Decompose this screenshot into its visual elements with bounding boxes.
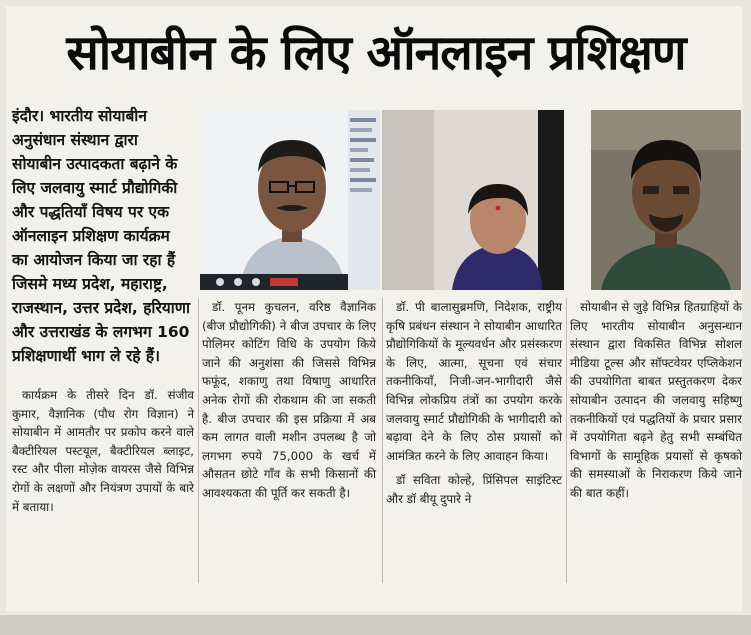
newspaper-clipping <box>6 6 742 611</box>
photo-participant-video-call <box>382 110 564 290</box>
column-3-paragraph: डॉ. पी बालासुब्रमणि, निदेशक, राष्ट्रीय कृषि प्रबंधन संस्थान ने सोयाबीन आधारित प्रौद्योगिकियों के मूल्यवर्धन और प्रसंस्करण के लिए, आत्मा, सूचना एवं संचार तकनीकियाँ, निजी-जन-भागीदारी जैसे विभिन्न लोकप्रिय तंत्रों का उपयोग करके जलवायु स्मार्ट प्रौद्योगिकी के भागीदारी को बढ़ावा देने के लिए ठोस प्रयासों को आमंत्रित करने के लिए आवाहन किया। <box>386 300 562 463</box>
page-edge <box>0 615 751 635</box>
photo-speaker-video-call <box>200 110 380 290</box>
column-divider <box>198 298 199 583</box>
young-man-image <box>591 110 741 290</box>
column-4-paragraph: सोयाबीन से जुड़े विभिन्न हितग्राहियों के लिए भारतीय सोयाबीन अनुसन्धान संस्थान द्वारा विकसित विभिन्न सोशल मीडिया टूल्स और सॉफ्टवेयर एप्लिकेशन की उपयोगिता बाबत प्रस्तुतकरण देकर सोयाबीन उत्पादन की जलवायु सहिष्णु तकनीकियों एवं पद्धतियों के प्रचार प्रसार में उपयोगिता बढ़ने हेतु सभी सम्बंधित विभागों के सामूहिक प्रयासों से कृषको की समस्याओं के निराकरण किये जाने की बात कहीं। <box>570 300 742 500</box>
article-column-1 <box>12 386 194 522</box>
column-3-paragraph-2: डॉ सविता कोल्हे, प्रिंसिपल साइंटिस्ट और डॉ बीयू दुपारे ने <box>386 473 562 506</box>
column-1-paragraph: कार्यक्रम के तीसरे दिन डॉ. संजीव कुमार, वैज्ञानिक (पौध रोग विज्ञान) ने सोयाबीन में आमतौर पर प्रकोप करने वाले बैक्टीरियल पस्टयूल, बैक्टीरियल ब्लाइट, रस्ट और पीला मोज़ेक वायरस जैसे विभिन्न रोगों के लक्षणों और नियंत्रण उपायों के बारे में बताया। <box>12 388 194 514</box>
article-column-2 <box>202 298 376 509</box>
column-2-paragraph: डॉ. पूनम कुचलन, वरिष्ठ वैज्ञानिक (बीज प्रौद्योगिकी) ने बीज उपचार के लिए पोलिमर कोटिंग विधि के उपयोग किये जाने की अनुशंसा की जिससे विभिन्न फफूंद, शकाणु तथा विषाणु आधारित अनेक रोगों की रोकथाम की जा सकती है. बीज उपचार की इस प्रक्रिया में अब कम लागत वाली मशीन उपलब्ध है जो लगभग रुपये 75,000 के खर्च में औसतन छोटे गाँव के सभी किसानों की आवश्यकता की पूर्ति कर सकती है। <box>202 300 376 500</box>
column-divider <box>382 298 383 583</box>
column-divider <box>566 298 567 583</box>
article-column-3 <box>386 298 562 515</box>
headline: सोयाबीन के लिए ऑनलाइन प्रशिक्षण <box>66 25 686 81</box>
speaker-image <box>200 110 380 290</box>
article-column-4 <box>570 298 742 509</box>
photo-young-man <box>591 110 741 290</box>
participant-image <box>382 110 564 290</box>
lede-paragraph: इंदौर। भारतीय सोयाबीन अनुसंधान संस्थान द्वारा सोयाबीन उत्पादकता बढ़ाने के लिए जलवायु स्मार्ट प्रौद्योगिकी और पद्धतियाँ विषय पर एक ऑनलाइन प्रशिक्षण कार्यक्रम का आयोजन किया जा रहा हैं जिसमे मध्य प्रदेश, महाराष्ट्र, राजस्थान, उत्तर प्रदेश, हरियाणा और उत्तराखंड के लगभग 160 प्रशिक्षणार्थी भाग ले रहे हैं। <box>12 107 191 365</box>
